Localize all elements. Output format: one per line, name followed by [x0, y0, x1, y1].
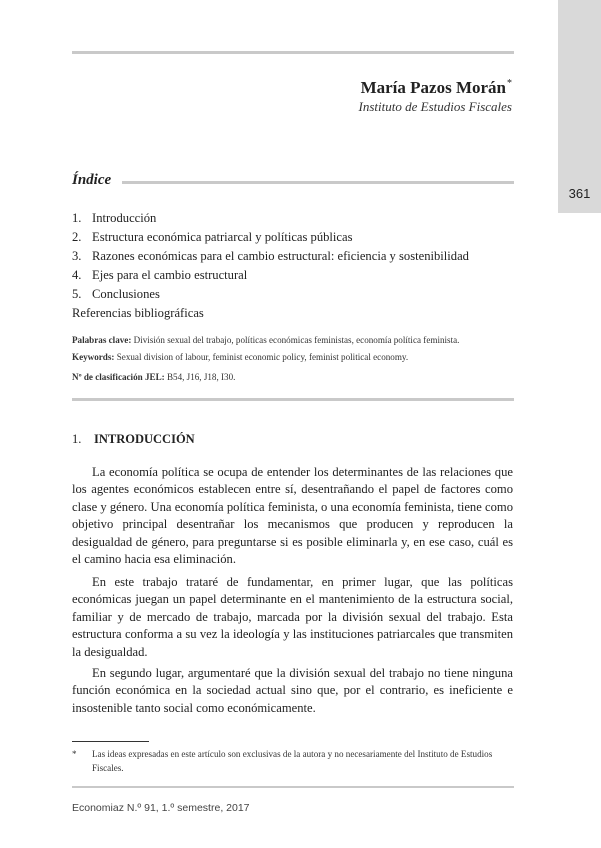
toc-item: 5. Conclusiones	[72, 287, 160, 301]
toc-item: 1. Introducción	[72, 211, 157, 225]
index-title: Índice	[72, 172, 112, 188]
author-block	[359, 78, 512, 115]
toc-references: Referencias bibliográficas	[72, 306, 204, 320]
table-of-contents	[72, 209, 469, 304]
author-name: María Pazos Morán*	[360, 78, 512, 97]
page-number-tab	[558, 0, 601, 213]
keywords-line: Keywords: Sexual division of labour, feminist economic policy, feminist political economy.	[72, 352, 409, 362]
author-affiliation: Instituto de Estudios Fiscales	[358, 99, 512, 114]
footnote-mark: *	[72, 749, 77, 759]
footnote	[72, 747, 514, 775]
keywords-rule	[72, 398, 514, 401]
journal-footer: Economiaz N.º 91, 1.º semestre, 2017	[72, 802, 250, 814]
bottom-rule	[72, 786, 514, 788]
toc-item: 2. Estructura económica patriarcal y políticas públicas	[72, 230, 353, 244]
paragraph-1: La economía política se ocupa de entender los determinantes de las relaciones que los agentes económicos establecen entre sí, desentrañando el papel de factores como clase y género. Una economía política feminista, o una economía feminista, tiene como objetivo principal desentrañar los mecanismos que producen y reproducen la desigualdad de género, para preguntarse si es posible eliminarla y, en ese caso, cuál es el camino hacia esa eliminación.	[72, 465, 513, 567]
section-heading: 1. INTRODUCCIÓN	[72, 432, 195, 446]
page-number: 361	[568, 186, 591, 201]
footnote-text: Las ideas expresadas en este artículo son exclusivas de la autora y no necesariamente del Instituto de Estudios Fiscales.	[92, 749, 493, 773]
jel-classification: Nº de clasificación JEL: B54, J16, J18, I30.	[72, 372, 236, 382]
toc-item: 4. Ejes para el cambio estructural	[72, 268, 248, 282]
paragraph-3: En segundo lugar, argumentaré que la división sexual del trabajo no tiene ninguna función económica en la sociedad actual sino que, por el contrario, es ineficiente e insostenible tanto social como económicamente.	[72, 666, 513, 715]
index-rule	[122, 181, 514, 184]
toc-item: 3. Razones económicas para el cambio estructural: eficiencia y sostenibilidad	[72, 249, 469, 263]
footnote-rule	[72, 741, 149, 742]
author-footnote-mark: *	[507, 78, 512, 90]
top-rule	[72, 51, 514, 54]
paragraph-2: En este trabajo trataré de fundamentar, en primer lugar, que las políticas económicas juegan un papel determinante en el mantenimiento de la estructura social, familiar y de mercado de trabajo, marcada por la división sexual del trabajo. Esta estructura conforma a su vez la ideología y las instituciones patriarcales que transmiten la desigualdad.	[72, 575, 513, 659]
palabras-clave: Palabras clave: División sexual del trabajo, políticas económicas feministas, economía política feminista.	[72, 335, 460, 345]
